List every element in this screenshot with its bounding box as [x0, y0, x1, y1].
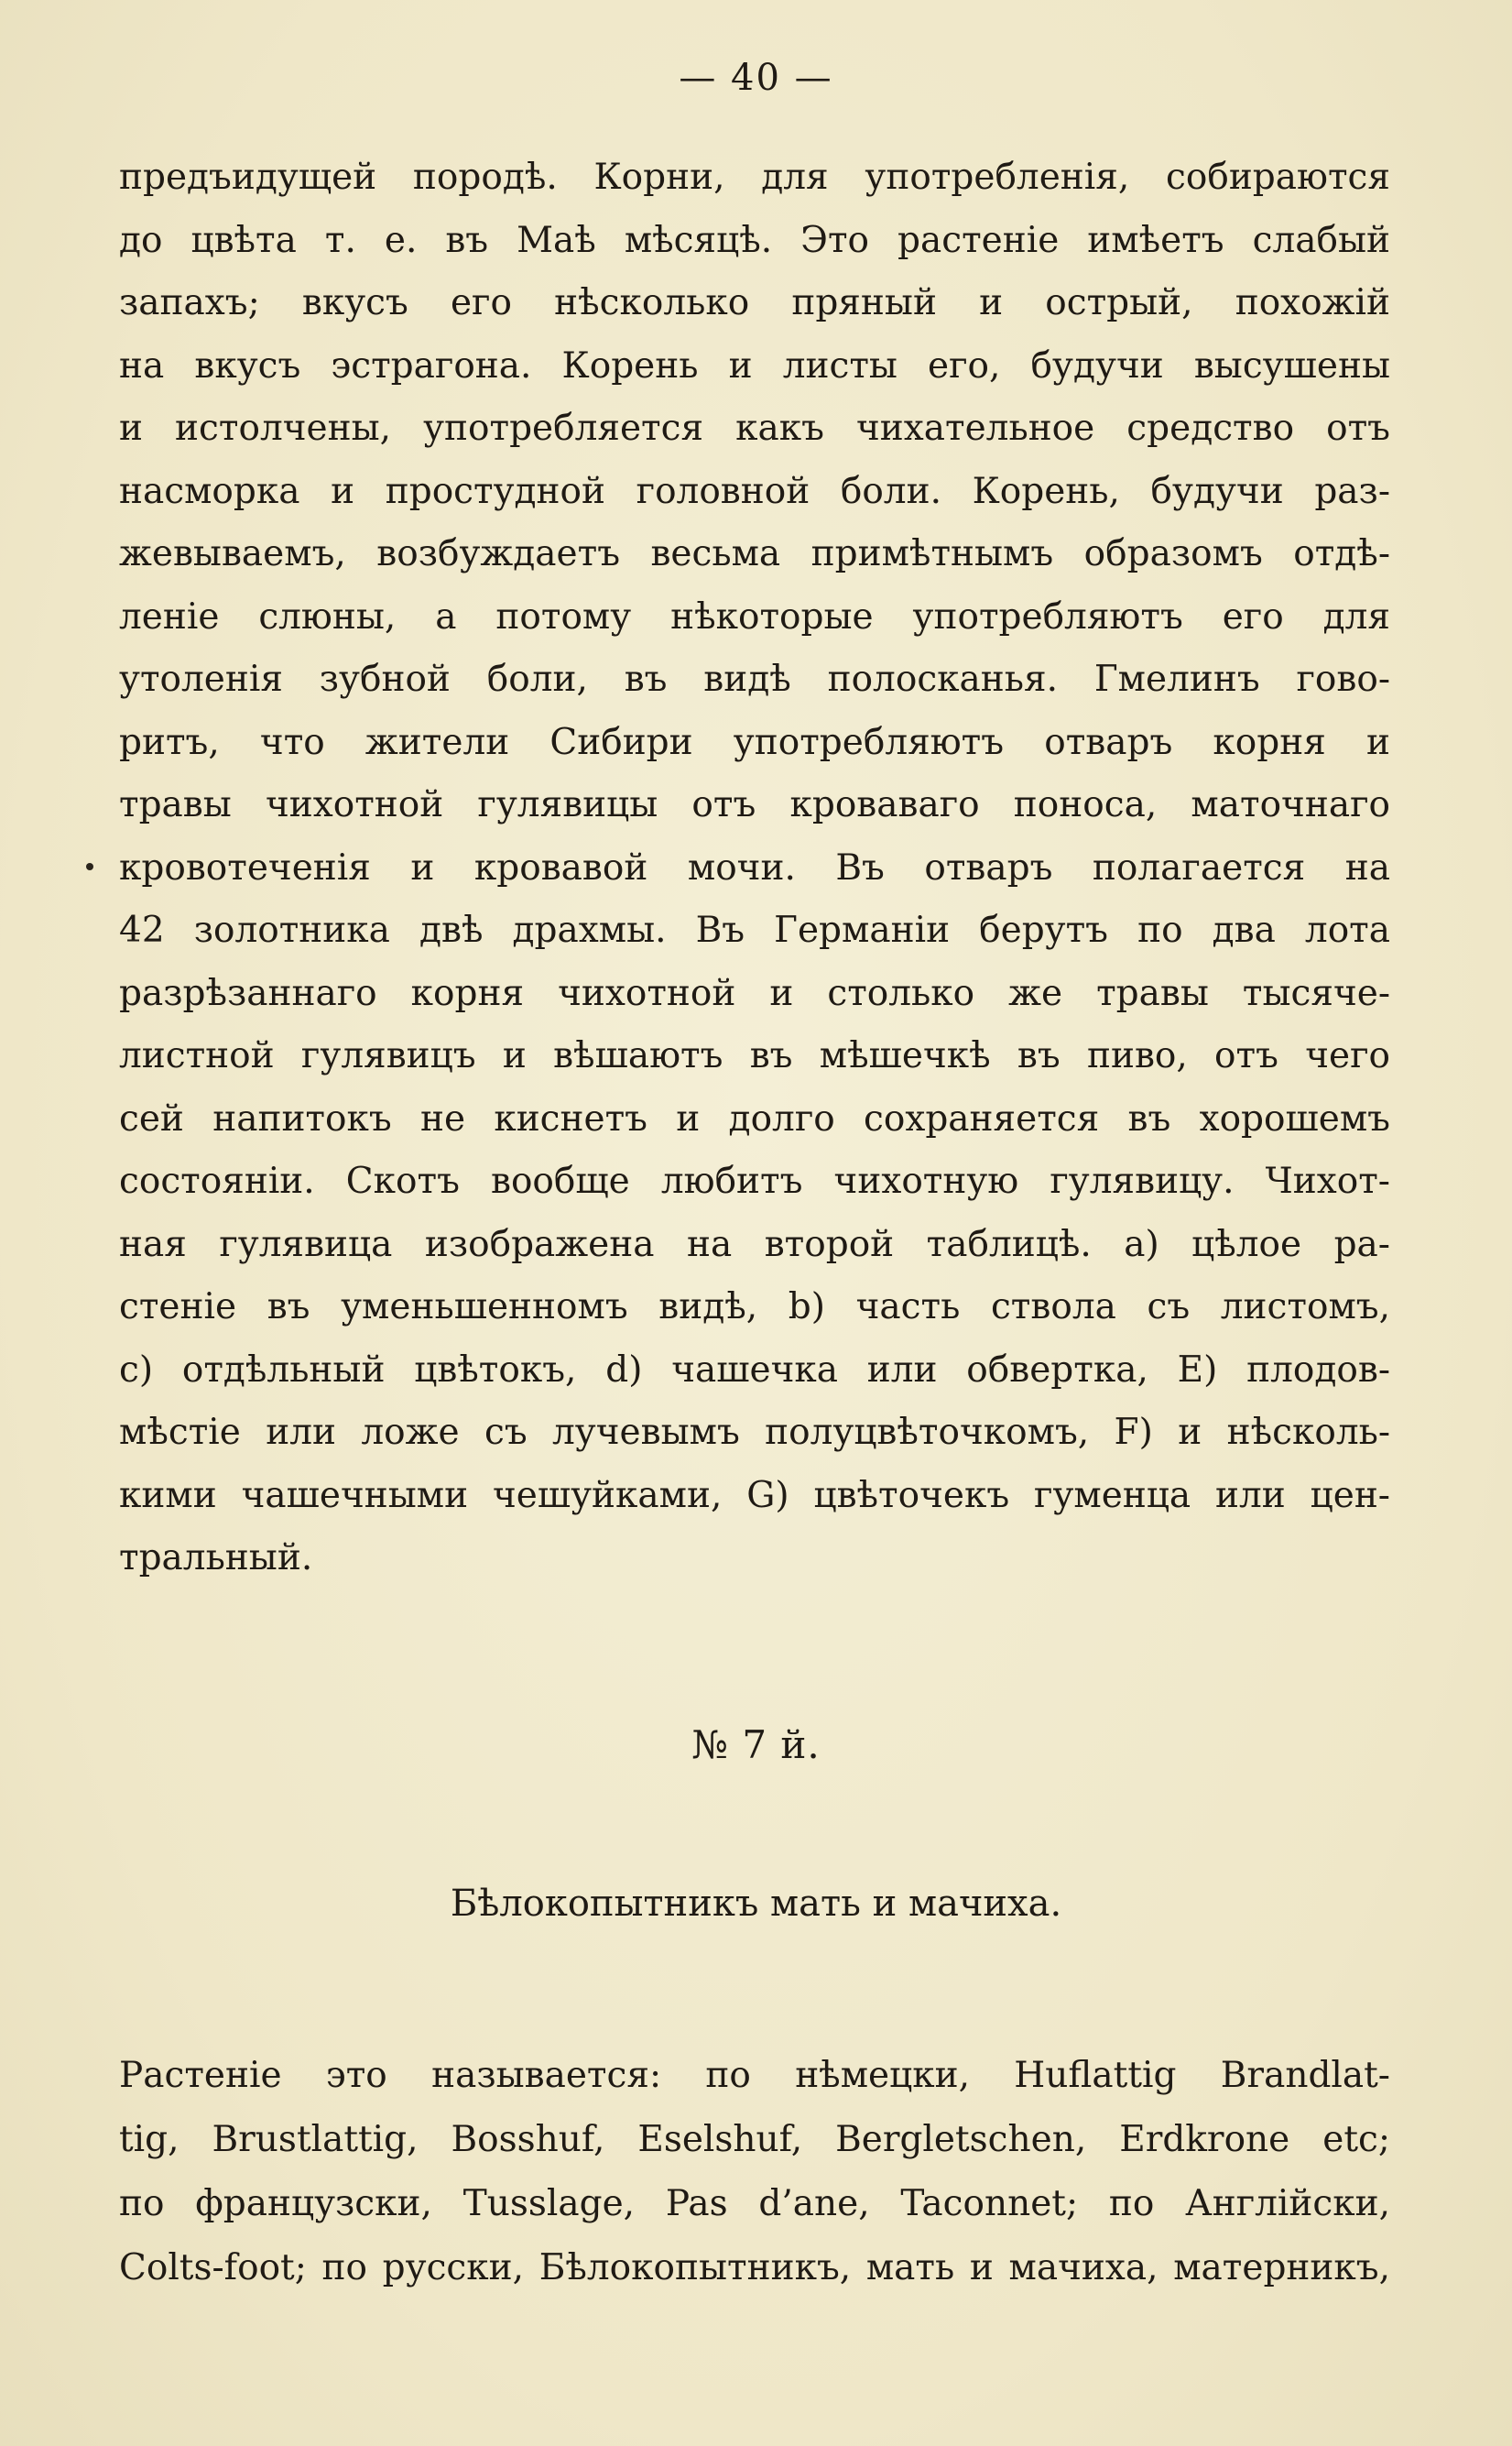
text-line: предъидущей породѣ. Корни, для употребленія, собираются — [119, 157, 1390, 198]
text-line: кровотеченія и кровавой мочи. Въ отваръ полагается на — [119, 846, 1390, 889]
text-line: сей напитокъ не киснетъ и долго сохраняется въ хорошемъ — [119, 1097, 1390, 1140]
text-line: жевываемъ, возбуждаетъ весьма примѣтнымъ образомъ отдѣ- — [119, 533, 1390, 574]
text-line: стеніе въ уменьшенномъ видѣ, b) часть ствола съ листомъ, — [119, 1286, 1390, 1327]
text-line: насморка и простудной головной боли. Корень, будучи раз- — [119, 470, 1390, 512]
text-line: ритъ, что жители Сибири употребляютъ отваръ корня и — [119, 721, 1390, 763]
text-line: травы чихотной гулявицы отъ кроваваго поноса, маточнаго — [119, 784, 1390, 825]
text-line: до цвѣта т. е. въ Маѣ мѣсяцѣ. Это растеніе имѣетъ слабый — [119, 219, 1390, 261]
paragraph-plant-names — [119, 2044, 1390, 2300]
text-line: 42 золотника двѣ драхмы. Въ Германіи берутъ по два лота — [119, 910, 1390, 951]
text-line: Растеніе это называется: по нѣмецки, Huflattig Brandlat- — [119, 2055, 1390, 2096]
text-line: разрѣзаннаго корня чихотной и столько же травы тысяче- — [119, 972, 1390, 1014]
text-line: мѣстіе или ложе съ лучевымъ полуцвѣточкомъ, F) и нѣсколь- — [119, 1412, 1390, 1453]
text-line: леніе слюны, а потому нѣкоторые употребляютъ его для — [119, 595, 1390, 638]
section-number: № 7 й. — [691, 1722, 821, 1767]
text-line: Colts-foot; по русски, Бѣлокопытникъ, мать и мачиха, матерникъ, — [119, 2247, 1390, 2288]
section-title: Бѣлокопытникъ мать и мачиха. — [450, 1883, 1062, 1925]
text-line: tig, Brustlattig, Bosshuf, Eselshuf, Bergletschen, Erdkrone etc; — [119, 2119, 1390, 2160]
text-line: запахъ; вкусъ его нѣсколько пряный и острый, похожій — [119, 282, 1390, 323]
page-number: — 40 — — [679, 57, 833, 99]
text-line: на вкусъ эстрагона. Корень и листы его, будучи высушены — [119, 344, 1390, 387]
text-line: ная гулявица изображена на второй таблицѣ. a) цѣлое ра- — [119, 1223, 1390, 1265]
text-line: тральный. — [119, 1537, 313, 1578]
text-line: и истолчены, употребляется какъ чихательное средство отъ — [119, 408, 1390, 449]
text-line: кими чашечными чешуйками, G) цвѣточекъ гуменца или цен- — [119, 1474, 1390, 1516]
paragraph-plant-uses — [119, 147, 1390, 1590]
margin-dot-mark — [86, 863, 93, 870]
text-line: листной гулявицъ и вѣшаютъ въ мѣшечкѣ въ пиво, отъ чего — [119, 1035, 1390, 1076]
text-line: состояніи. Скотъ вообще любитъ чихотную гулявицу. Чихот- — [119, 1161, 1390, 1202]
text-line: c) отдѣльный цвѣтокъ, d) чашечка или обвертка, E) плодов- — [119, 1349, 1390, 1391]
text-line: утоленія зубной боли, въ видѣ полосканья. Гмелинъ гово- — [119, 659, 1390, 700]
text-line: по французски, Tusslage, Pas d’ane, Taconnet; по Англійски, — [119, 2183, 1390, 2224]
